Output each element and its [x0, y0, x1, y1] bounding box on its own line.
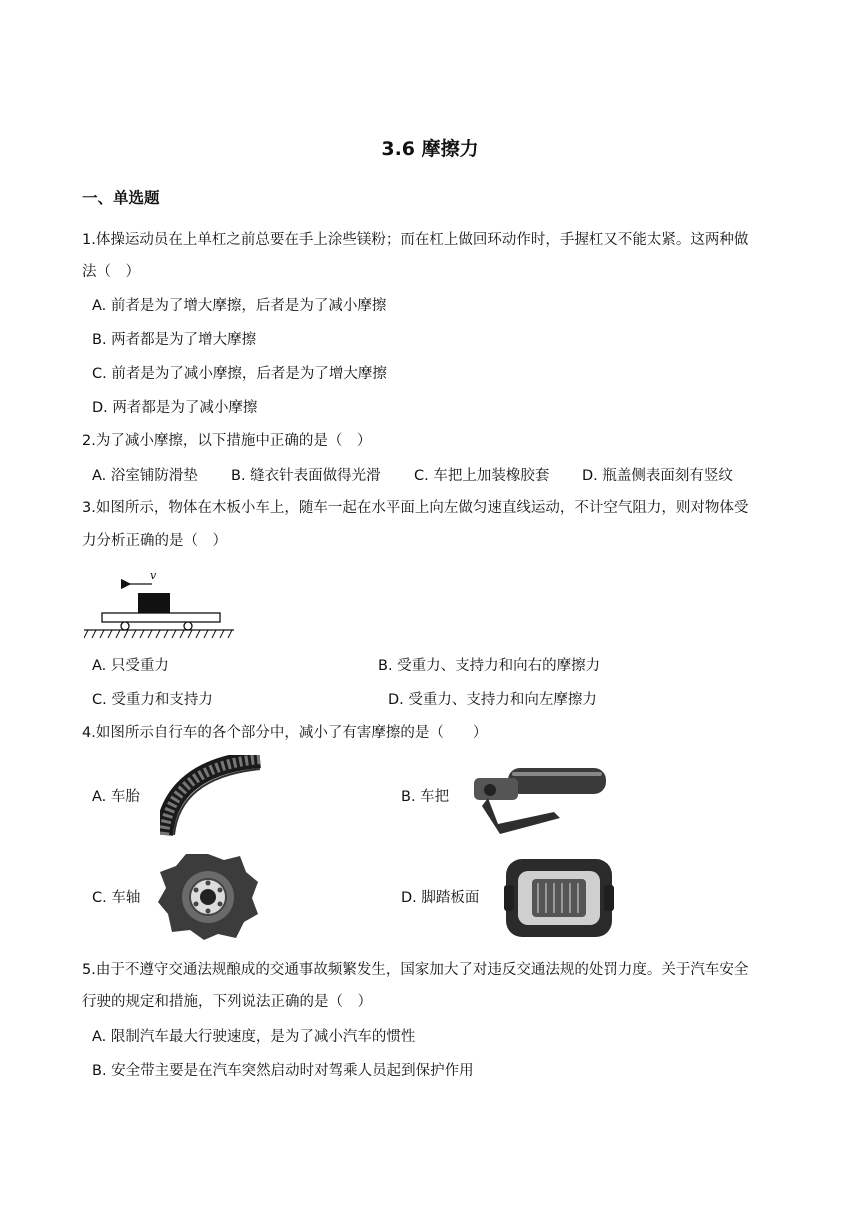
cart-board	[102, 613, 220, 622]
question-3-stem: 3.如图所示，物体在木板小车上，随车一起在水平面上向左做匀速直线运动，不计空气阻力，则对物体受	[82, 500, 749, 516]
pedal-image	[502, 855, 616, 941]
q3-option-d[interactable]: D. 受重力、支持力和向左摩擦力	[388, 692, 597, 708]
page-title: 3.6 摩擦力	[381, 138, 479, 160]
q4-option-b[interactable]: B. 车把	[401, 789, 450, 805]
q4-option-c[interactable]: C. 车轴	[92, 890, 141, 906]
question-5-stem-cont: 行驶的规定和措施，下列说法正确的是（ ）	[82, 994, 372, 1010]
q4-option-a[interactable]: A. 车胎	[92, 789, 140, 805]
question-1-stem: 1.体操运动员在上单杠之前总要在手上涂些镁粉；而在杠上做回环动作时，手握杠又不能太紧。这两种做	[82, 232, 749, 248]
q5-option-a[interactable]: A. 限制汽车最大行驶速度，是为了减小汽车的惯性	[92, 1029, 416, 1045]
velocity-label: v	[150, 569, 157, 582]
q2-option-a[interactable]: A. 浴室铺防滑垫	[92, 468, 198, 484]
question-5-stem: 5.由于不遵守交通法规酿成的交通事故频繁发生，国家加大了对违反交通法规的处罚力度。关于汽车安全	[82, 962, 749, 978]
question-1-stem-cont: 法（ ）	[82, 264, 140, 280]
q2-option-b[interactable]: B. 缝衣针表面做得光滑	[231, 468, 381, 484]
q3-option-a[interactable]: A. 只受重力	[92, 658, 169, 674]
q2-option-c[interactable]: C. 车把上加装橡胶套	[414, 468, 550, 484]
q4-option-d[interactable]: D. 脚踏板面	[401, 890, 480, 906]
q5-option-b[interactable]: B. 安全带主要是在汽车突然启动时对驾乘人员起到保护作用	[92, 1063, 474, 1079]
handlebar-image	[468, 762, 610, 838]
q1-option-d[interactable]: D. 两者都是为了减小摩擦	[92, 400, 258, 416]
q3-option-c[interactable]: C. 受重力和支持力	[92, 692, 213, 708]
q3-option-b[interactable]: B. 受重力、支持力和向右的摩擦力	[378, 658, 601, 674]
tire-image	[160, 755, 264, 837]
axle-image	[156, 852, 260, 942]
cart-diagram	[84, 566, 236, 642]
wheel-left	[121, 622, 129, 630]
q1-option-a[interactable]: A. 前者是为了增大摩擦，后者是为了减小摩擦	[92, 298, 387, 314]
ground-hatch	[84, 630, 232, 638]
question-3-stem-cont: 力分析正确的是（ ）	[82, 533, 227, 549]
wheel-right	[184, 622, 192, 630]
question-4-stem: 4.如图所示自行车的各个部分中，减小了有害摩擦的是（ ）	[82, 725, 488, 741]
q1-option-c[interactable]: C. 前者是为了减小摩擦，后者是为了增大摩擦	[92, 366, 387, 382]
section-heading: 一、单选题	[82, 189, 160, 207]
question-2-stem: 2.为了减小摩擦，以下措施中正确的是（ ）	[82, 433, 372, 449]
q2-option-d[interactable]: D. 瓶盖侧表面刻有竖纹	[582, 468, 733, 484]
q1-option-b[interactable]: B. 两者都是为了增大摩擦	[92, 332, 257, 348]
block	[138, 593, 170, 613]
